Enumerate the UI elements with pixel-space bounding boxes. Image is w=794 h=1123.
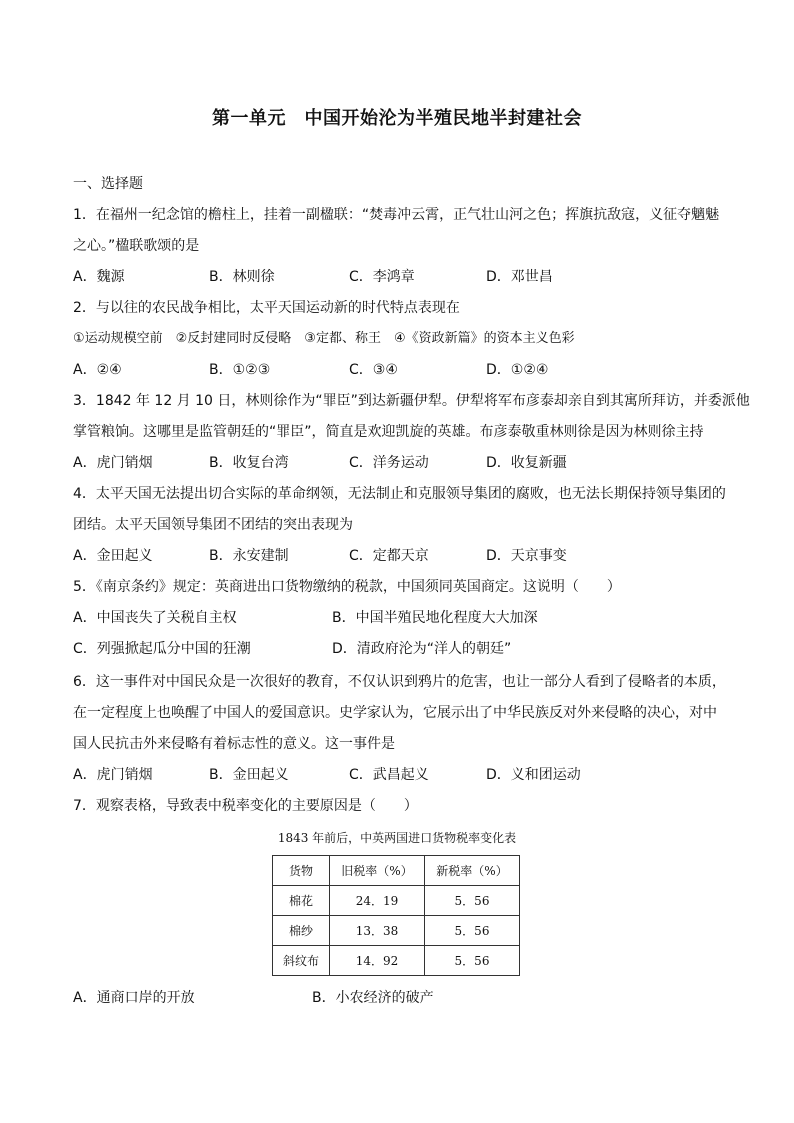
q5-option-a[interactable]: A．中国丧失了关税自主权 [73,610,237,626]
table-cell: 13．38 [330,916,425,946]
q5-option-b[interactable]: B．中国半殖民地化程度大大加深 [332,610,538,626]
q2-text-line1: 2．与以往的农民战争相比，太平天国运动新的时代特点表现在 [73,300,460,316]
table-header: 新税率（%） [425,856,520,886]
q1-option-d[interactable]: D．邓世昌 [486,269,553,285]
table-cell: 14．92 [330,946,425,976]
q1-text-line2: 之心。”楹联歌颂的是 [73,238,200,254]
q4-option-a[interactable]: A．金田起义 [73,548,153,564]
table-cell: 5．56 [425,916,520,946]
q3-option-b[interactable]: B．收复台湾 [209,455,289,471]
q7-option-b[interactable]: B．小农经济的破产 [312,990,434,1006]
table-row [273,886,520,916]
q1-text-line1: 1．在福州一纪念馆的檐柱上，挂着一副楹联：“焚毒冲云霄，正气壮山河之色；挥旗抗敌寇，义征夺魑魅 [73,207,720,223]
q4-text-line1: 4．太平天国无法提出切合实际的革命纲领，无法制止和克服领导集团的腐败，也无法长期保持领导集团的 [73,486,726,502]
q6-option-b[interactable]: B．金田起义 [209,767,289,783]
q3-text-line1: 3．1842 年 12 月 10 日，林则徐作为“罪臣”到达新疆伊犁。伊犁将军布彦泰却亲自到其寓所拜访，并委派他 [73,393,750,409]
unit-title: 第一单元 中国开始沦为半殖民地半封建社会 [212,108,582,129]
q1-option-b[interactable]: B．林则徐 [209,269,275,285]
q2-statements: ①运动规模空前 ②反封建同时反侵略 ③定都、称王 ④《资政新篇》的资本主义色彩 [73,331,575,346]
q6-option-a[interactable]: A．虎门销烟 [73,767,153,783]
table-cell: 棉花 [273,886,330,916]
table-cell: 斜纹布 [273,946,330,976]
q2-option-c[interactable]: C．③④ [349,362,398,378]
table-cell: 5．56 [425,886,520,916]
tax-rate-table [272,855,520,976]
q7-option-a[interactable]: A．通商口岸的开放 [73,990,195,1006]
section-heading: 一、选择题 [73,176,143,192]
q2-option-a[interactable]: A．②④ [73,362,122,378]
table-caption: 1843 年前后，中英两国进口货物税率变化表 [277,831,517,845]
table-cell: 5．56 [425,946,520,976]
q1-option-c[interactable]: C．李鸿章 [349,269,415,285]
q6-text-line2: 在一定程度上也唤醒了中国人的爱国意识。史学家认为，它展示出了中华民族反对外来侵略的决心，对中 [73,705,717,721]
q4-option-b[interactable]: B．永安建制 [209,548,289,564]
q2-option-d[interactable]: D．①②④ [486,362,549,378]
q6-option-c[interactable]: C．武昌起义 [349,767,429,783]
table-header: 旧税率（%） [330,856,425,886]
table-header-row [273,856,520,886]
table-row [273,916,520,946]
q6-text-line3: 国人民抗击外来侵略有着标志性的意义。这一事件是 [73,736,395,752]
table-cell: 24．19 [330,886,425,916]
table-row [273,946,520,976]
q4-option-c[interactable]: C．定都天京 [349,548,429,564]
q6-text-line1: 6．这一事件对中国民众是一次很好的教育，不仅认识到鸦片的危害，也让一部分人看到了侵略者的本质， [73,674,726,690]
q5-text-line1: 5．《南京条约》规定：英商进出口货物缴纳的税款，中国须同英国商定。这说明（ ） [73,579,621,595]
q1-option-a[interactable]: A．魏源 [73,269,125,285]
q3-option-c[interactable]: C．洋务运动 [349,455,429,471]
q3-option-d[interactable]: D．收复新疆 [486,455,567,471]
q3-text-line2: 掌管粮饷。这哪里是监管朝廷的“罪臣”，简直是欢迎凯旋的英雄。布彦泰敬重林则徐是因为林则徐主持 [73,424,704,440]
q7-text-line1: 7．观察表格，导致表中税率变化的主要原因是（ ） [73,798,418,814]
q5-option-d[interactable]: D．清政府沦为“洋人的朝廷” [332,641,512,657]
table-cell: 棉纱 [273,916,330,946]
q4-text-line2: 团结。太平天国领导集团不团结的突出表现为 [73,517,353,533]
q5-option-c[interactable]: C．列强掀起瓜分中国的狂潮 [73,641,251,657]
q2-option-b[interactable]: B．①②③ [209,362,271,378]
q4-option-d[interactable]: D．天京事变 [486,548,567,564]
q6-option-d[interactable]: D．义和团运动 [486,767,581,783]
table-header: 货物 [273,856,330,886]
q3-option-a[interactable]: A．虎门销烟 [73,455,153,471]
